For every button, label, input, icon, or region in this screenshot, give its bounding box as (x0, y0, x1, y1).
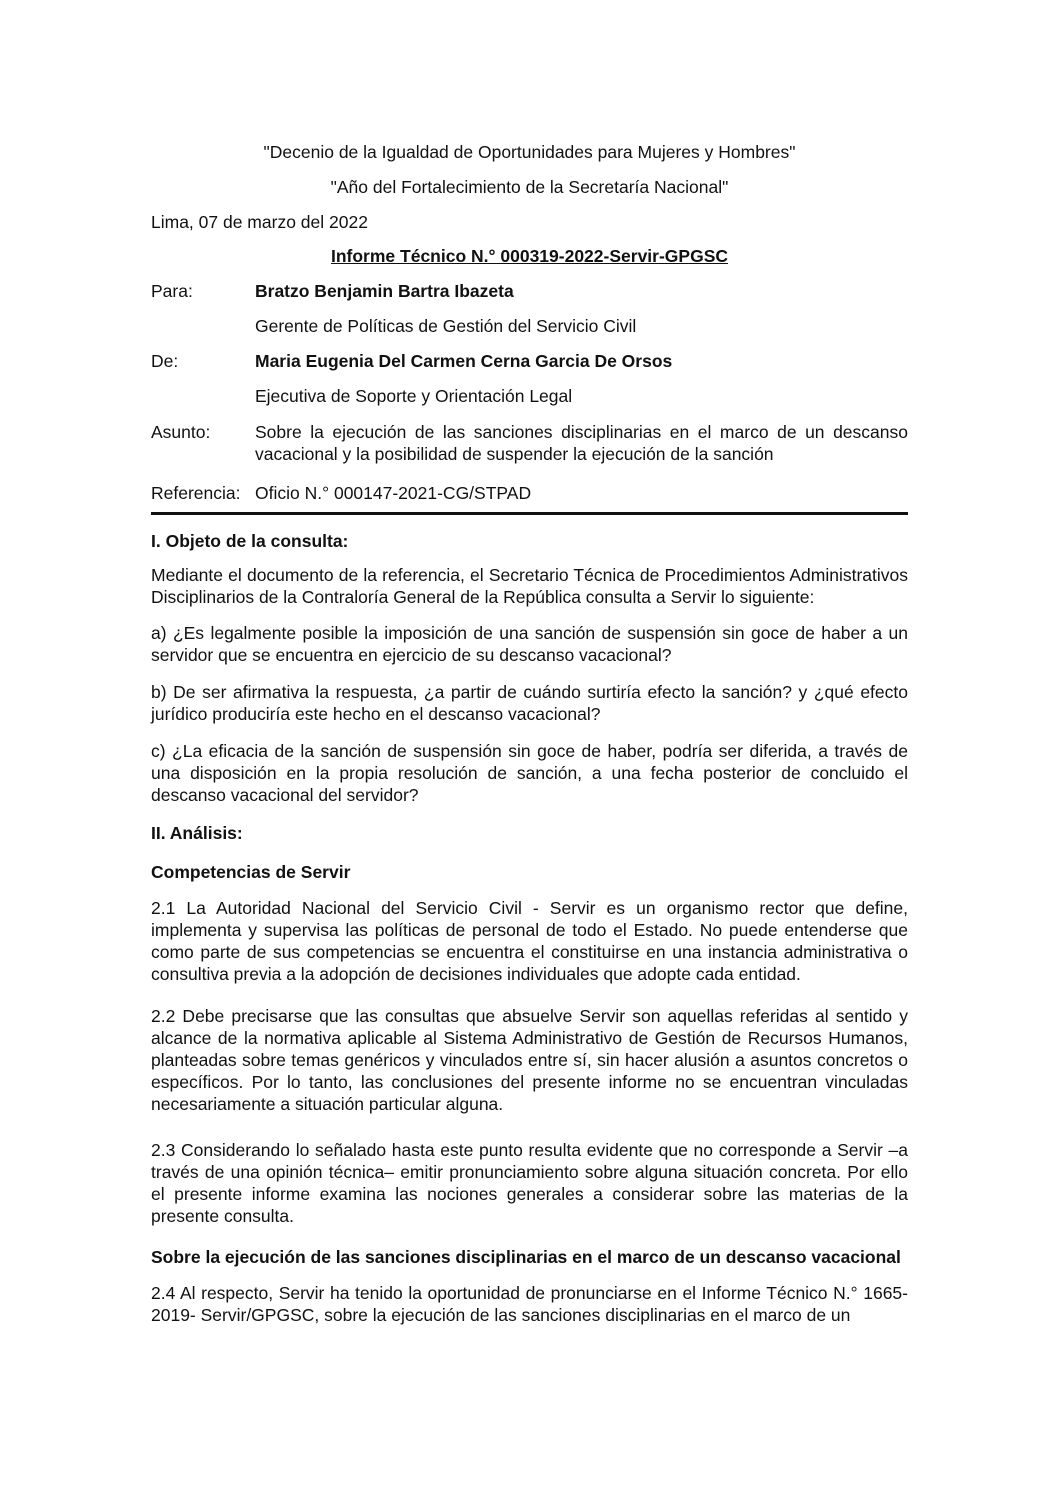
de-role: Ejecutiva de Soporte y Orientación Legal (255, 386, 573, 406)
para-name: Bratzo Benjamin Bartra Ibazeta (255, 281, 514, 301)
section1-intro: Mediante el documento de la referencia, el Secretario Técnica de Procedimientos Administrativos Disciplinarios de la Contraloría General de la República consulta a Servir lo siguiente: (151, 565, 908, 607)
header-divider (151, 512, 908, 515)
paragraph-2-3: 2.3 Considerando lo señalado hasta este punto resulta evidente que no corresponde a Servir –a través de una opinión técnica– emitir pronunciamiento sobre alguna situación concreta. Por ello el presente informe examina las nociones generales a considerar sobre las materias de la presente consulta. (151, 1140, 908, 1226)
subheading-competencias: Competencias de Servir (151, 862, 351, 882)
header-motto-year: "Año del Fortalecimiento de la Secretaría Nacional" (330, 177, 729, 197)
question-a: a) ¿Es legalmente posible la imposición de una sanción de suspensión sin goce de haber a un servidor que se encuentra en ejercicio de su descanso vacacional? (151, 623, 908, 665)
paragraph-2-4: 2.4 Al respecto, Servir ha tenido la oportunidad de pronunciarse en el Informe Técnico N.° 1665-2019- Servir/GPGSC, sobre la ejecución de las sanciones disciplinarias en el marco de un (151, 1283, 908, 1325)
para-label: Para: (151, 281, 193, 301)
referencia-text: Oficio N.° 000147-2021-CG/STPAD (255, 483, 532, 503)
paragraph-2-1: 2.1 La Autoridad Nacional del Servicio Civil - Servir es un organismo rector que define, implementa y supervisa las políticas de personal de todo el Estado. No puede entenderse que como parte de sus competencias se encuentra el constituirse en una instancia administrativa o consultiva previa a la adopción de decisiones individuales que adopte cada entidad. (151, 898, 908, 984)
para-role: Gerente de Políticas de Gestión del Servicio Civil (255, 316, 637, 336)
question-b: b) De ser afirmativa la respuesta, ¿a partir de cuándo surtiría efecto la sanción? y ¿qué efecto jurídico produciría este hecho en el descanso vacacional? (151, 682, 908, 724)
paragraph-2-2: 2.2 Debe precisarse que las consultas que absuelve Servir son aquellas referidas al sentido y alcance de la normativa aplicable al Sistema Administrativo de Gestión de Recursos Humanos, planteadas sobre temas genéricos y vinculados entre sí, sin hacer alusión a asuntos concretos o específicos. Por lo tanto, las conclusiones del presente informe no se encuentran vinculadas necesariamente a situación particular alguna. (151, 1006, 908, 1114)
section1-heading: I. Objeto de la consulta: (151, 531, 349, 551)
report-title: Informe Técnico N.° 000319-2022-Servir-GPGSC (330, 246, 729, 266)
subheading-ejecucion: Sobre la ejecución de las sanciones disciplinarias en el marco de un descanso vacacional (151, 1247, 901, 1267)
de-name: Maria Eugenia Del Carmen Cerna Garcia De Orsos (255, 351, 673, 371)
question-c: c) ¿La eficacia de la sanción de suspensión sin goce de haber, podría ser diferida, a través de una disposición en la propia resolución de sanción, a una fecha posterior de concluido el descanso vacacional del servidor? (151, 741, 908, 805)
asunto-label: Asunto: (151, 422, 211, 442)
de-label: De: (151, 351, 179, 371)
section2-heading: II. Análisis: (151, 823, 243, 843)
header-motto-decade: "Decenio de la Igualdad de Oportunidades para Mujeres y Hombres" (263, 142, 796, 162)
asunto-text: Sobre la ejecución de las sanciones disciplinarias en el marco de un descanso vacacional y la posibilidad de suspender la ejecución de la sanción (255, 422, 908, 464)
document-date: Lima, 07 de marzo del 2022 (151, 212, 368, 232)
referencia-label: Referencia: (151, 483, 241, 503)
